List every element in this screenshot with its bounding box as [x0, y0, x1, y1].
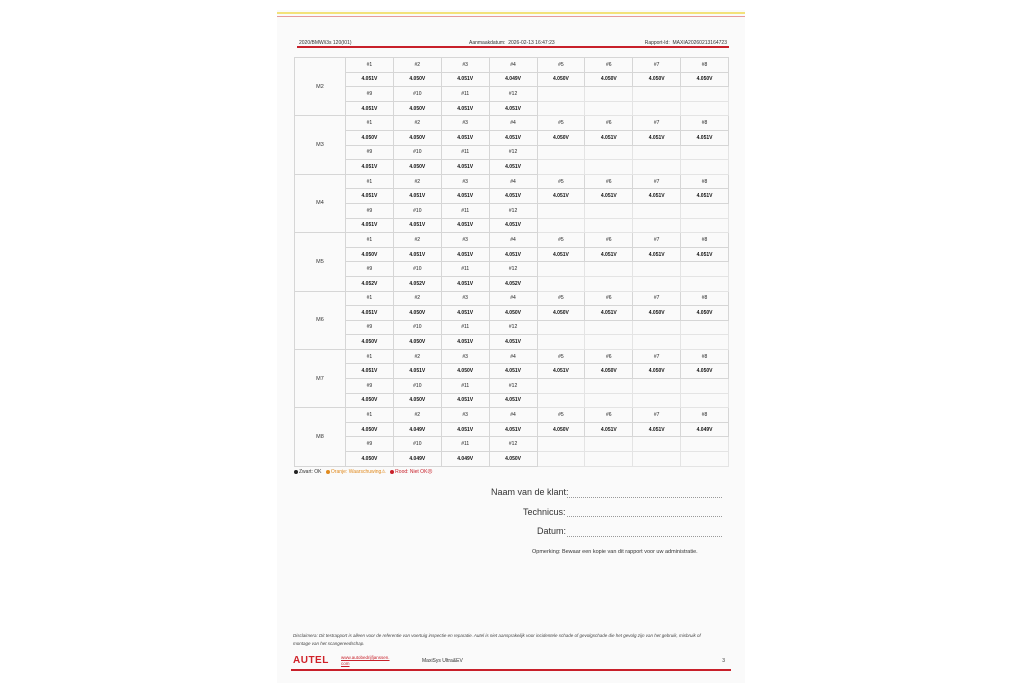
footer-model: MaxiSys Ultra&EV [422, 658, 463, 664]
empty-cell [681, 145, 729, 160]
cell-voltage: 4.051V [489, 422, 537, 437]
cell-voltage: 4.051V [489, 364, 537, 379]
cell-label: #1 [346, 58, 394, 73]
cell-label: #2 [393, 349, 441, 364]
empty-cell [537, 437, 585, 452]
cell-voltage: 4.051V [441, 160, 489, 175]
module-row [295, 408, 729, 423]
page-number: 3 [722, 658, 725, 664]
empty-cell [681, 262, 729, 277]
cell-label: #7 [633, 291, 681, 306]
module-row [295, 422, 729, 437]
cell-label: #9 [346, 87, 394, 102]
cell-voltage: 4.050V [681, 72, 729, 87]
cell-voltage: 4.051V [681, 247, 729, 262]
cell-voltage: 4.051V [441, 422, 489, 437]
empty-cell [585, 262, 633, 277]
status-legend [294, 469, 436, 475]
empty-cell [585, 218, 633, 233]
empty-cell [633, 203, 681, 218]
empty-cell [633, 393, 681, 408]
cell-voltage: 4.050V [489, 452, 537, 467]
cell-label: #2 [393, 233, 441, 248]
cell-voltage: 4.051V [585, 422, 633, 437]
cell-label: #9 [346, 379, 394, 394]
cell-voltage: 4.050V [346, 247, 394, 262]
cell-label: #11 [441, 145, 489, 160]
cell-label: #8 [681, 233, 729, 248]
cell-voltage: 4.051V [393, 364, 441, 379]
cell-voltage: 4.051V [346, 364, 394, 379]
cell-voltage: 4.050V [346, 130, 394, 145]
cell-voltage: 4.051V [633, 189, 681, 204]
empty-cell [681, 276, 729, 291]
module-label: M4 [295, 174, 346, 232]
cell-voltage: 4.051V [489, 335, 537, 350]
cell-label: #3 [441, 174, 489, 189]
cell-label: #6 [585, 174, 633, 189]
cell-voltage: 4.051V [346, 160, 394, 175]
empty-cell [537, 101, 585, 116]
cell-voltage: 4.051V [585, 306, 633, 321]
date-line [567, 536, 722, 537]
cell-voltage: 4.050V [393, 130, 441, 145]
report-page [277, 10, 745, 683]
cell-voltage: 4.051V [585, 130, 633, 145]
empty-cell [681, 87, 729, 102]
legend-warn [326, 469, 387, 475]
cell-label: #11 [441, 262, 489, 277]
cell-voltage: 4.052V [346, 276, 394, 291]
report-id-label: Rapport-Id: [644, 40, 670, 46]
cell-label: #10 [393, 87, 441, 102]
empty-cell [585, 393, 633, 408]
empty-cell [633, 160, 681, 175]
cell-label: #6 [585, 408, 633, 423]
cell-label: #8 [681, 349, 729, 364]
cell-voltage: 4.051V [489, 189, 537, 204]
cell-label: #2 [393, 408, 441, 423]
cell-voltage: 4.051V [441, 276, 489, 291]
cell-label: #10 [393, 437, 441, 452]
cell-label: #12 [489, 87, 537, 102]
cell-voltage: 4.050V [633, 72, 681, 87]
cell-label: #8 [681, 291, 729, 306]
empty-cell [585, 87, 633, 102]
cell-voltage: 4.049V [393, 452, 441, 467]
cell-label: #1 [346, 291, 394, 306]
cell-voltage: 4.051V [489, 160, 537, 175]
empty-cell [585, 145, 633, 160]
module-row [295, 145, 729, 160]
cell-voltage: 4.051V [633, 422, 681, 437]
footer-rule [291, 669, 731, 671]
top-accent-line [277, 12, 745, 14]
cell-voltage: 4.050V [537, 422, 585, 437]
cell-label: #3 [441, 349, 489, 364]
vehicle-label: 2020/BMW/i3s 120(I01) [299, 40, 352, 46]
empty-cell [633, 87, 681, 102]
module-row [295, 116, 729, 131]
cell-label: #11 [441, 437, 489, 452]
empty-cell [633, 145, 681, 160]
cell-voltage: 4.051V [537, 364, 585, 379]
cell-label: #7 [633, 349, 681, 364]
cell-label: #4 [489, 233, 537, 248]
not-ok-icon: ☹ [427, 469, 433, 475]
cell-voltage: 4.051V [393, 218, 441, 233]
cell-label: #12 [489, 262, 537, 277]
cell-voltage: 4.051V [633, 247, 681, 262]
empty-cell [585, 379, 633, 394]
cell-label: #12 [489, 320, 537, 335]
cell-voltage: 4.051V [489, 218, 537, 233]
cell-voltage: 4.051V [489, 247, 537, 262]
cell-voltage: 4.051V [441, 130, 489, 145]
cell-voltage: 4.050V [393, 160, 441, 175]
module-row [295, 393, 729, 408]
empty-cell [537, 393, 585, 408]
module-row [295, 160, 729, 175]
empty-cell [681, 101, 729, 116]
disclaimer-text: Disclaimera: Dit testrapport is alleen voor de referentie van voertuig inspectie en reparatie. Autel is niet aansprakelijk voor incidentele schade of gevolgschade die het gevolg zijn van het gebruik, misbruik of montage van het scangereedschap. [293, 633, 701, 646]
module-row [295, 87, 729, 102]
empty-cell [537, 160, 585, 175]
legend-warn-label: Oranje: Waarschuwing [330, 469, 382, 475]
empty-cell [633, 276, 681, 291]
module-row [295, 437, 729, 452]
remark-text: Opmerking: Bewaar een kopie van dit rapport voor uw administratie. [532, 549, 698, 555]
cell-voltage: 4.051V [633, 130, 681, 145]
warning-icon: ⚠ [381, 469, 386, 475]
module-row [295, 335, 729, 350]
cell-voltage: 4.050V [346, 393, 394, 408]
module-label: M7 [295, 349, 346, 407]
footer-url-line2: com [341, 661, 350, 667]
report-id-value: MAXIA20260213164723 [672, 40, 727, 46]
module-label: M8 [295, 408, 346, 466]
customer-name-line [567, 497, 722, 498]
cell-label: #9 [346, 145, 394, 160]
empty-cell [681, 379, 729, 394]
cell-voltage: 4.051V [537, 189, 585, 204]
empty-cell [633, 452, 681, 467]
module-row [295, 174, 729, 189]
module-row [295, 58, 729, 73]
empty-cell [585, 320, 633, 335]
cell-voltage: 4.051V [346, 189, 394, 204]
cell-voltage: 4.050V [393, 335, 441, 350]
cell-voltage: 4.051V [585, 189, 633, 204]
cell-label: #1 [346, 408, 394, 423]
module-row [295, 452, 729, 467]
module-row [295, 130, 729, 145]
cell-label: #2 [393, 174, 441, 189]
empty-cell [681, 393, 729, 408]
cell-voltage: 4.050V [633, 364, 681, 379]
cell-voltage: 4.050V [489, 306, 537, 321]
cell-voltage: 4.050V [681, 306, 729, 321]
empty-cell [681, 335, 729, 350]
top-accent-line-2 [277, 16, 745, 17]
cell-voltage: 4.051V [489, 101, 537, 116]
cell-label: #10 [393, 145, 441, 160]
cell-label: #6 [585, 291, 633, 306]
cell-voltage: 4.051V [441, 335, 489, 350]
cell-voltage: 4.050V [441, 364, 489, 379]
cell-label: #10 [393, 379, 441, 394]
cell-label: #5 [537, 408, 585, 423]
cell-label: #2 [393, 291, 441, 306]
empty-cell [633, 218, 681, 233]
autel-logo: AUTEL [293, 655, 329, 666]
technician-label: Technicus: [523, 507, 566, 517]
cell-label: #12 [489, 203, 537, 218]
cell-label: #8 [681, 116, 729, 131]
cell-label: #6 [585, 116, 633, 131]
empty-cell [537, 203, 585, 218]
cell-label: #9 [346, 320, 394, 335]
created-date-label: Aanmaakdatum: [469, 40, 506, 46]
empty-cell [537, 320, 585, 335]
legend-ok [294, 469, 323, 475]
empty-cell [681, 160, 729, 175]
empty-cell [585, 203, 633, 218]
cell-voltage: 4.050V [537, 130, 585, 145]
empty-cell [681, 437, 729, 452]
cell-voltage: 4.049V [393, 422, 441, 437]
cell-voltage: 4.050V [393, 72, 441, 87]
empty-cell [681, 218, 729, 233]
cell-label: #3 [441, 58, 489, 73]
module-row [295, 349, 729, 364]
cell-label: #1 [346, 349, 394, 364]
cell-voltage: 4.050V [585, 364, 633, 379]
cell-voltage: 4.051V [441, 72, 489, 87]
cell-label: #3 [441, 291, 489, 306]
module-row [295, 320, 729, 335]
cell-voltage-table [294, 57, 729, 467]
cell-label: #10 [393, 203, 441, 218]
cell-voltage: 4.049V [681, 422, 729, 437]
cell-voltage: 4.051V [489, 130, 537, 145]
empty-cell [633, 320, 681, 335]
cell-label: #3 [441, 116, 489, 131]
cell-voltage: 4.050V [537, 306, 585, 321]
cell-label: #5 [537, 233, 585, 248]
cell-label: #2 [393, 116, 441, 131]
cell-label: #12 [489, 145, 537, 160]
cell-label: #7 [633, 58, 681, 73]
empty-cell [633, 262, 681, 277]
cell-label: #5 [537, 349, 585, 364]
empty-cell [633, 101, 681, 116]
cell-label: #9 [346, 203, 394, 218]
header-rule [297, 46, 729, 48]
module-row [295, 247, 729, 262]
cell-voltage: 4.051V [681, 130, 729, 145]
module-row [295, 101, 729, 116]
cell-label: #5 [537, 58, 585, 73]
cell-label: #4 [489, 174, 537, 189]
cell-voltage: 4.051V [441, 218, 489, 233]
empty-cell [537, 218, 585, 233]
cell-label: #3 [441, 233, 489, 248]
empty-cell [681, 452, 729, 467]
cell-voltage: 4.051V [346, 306, 394, 321]
cell-label: #9 [346, 262, 394, 277]
cell-voltage: 4.050V [393, 101, 441, 116]
cell-voltage: 4.050V [537, 72, 585, 87]
cell-label: #7 [633, 408, 681, 423]
cell-label: #2 [393, 58, 441, 73]
cell-label: #1 [346, 174, 394, 189]
empty-cell [633, 437, 681, 452]
cell-label: #12 [489, 379, 537, 394]
legend-ok-label: Zwart: OK [299, 469, 322, 475]
cell-voltage: 4.051V [346, 101, 394, 116]
legend-bad-label: Rood: Niet OK [395, 469, 428, 475]
module-row [295, 233, 729, 248]
cell-voltage: 4.052V [393, 276, 441, 291]
empty-cell [585, 335, 633, 350]
cell-voltage: 4.051V [393, 247, 441, 262]
cell-label: #4 [489, 291, 537, 306]
cell-label: #9 [346, 437, 394, 452]
cell-voltage: 4.051V [346, 218, 394, 233]
cell-voltage: 4.050V [393, 393, 441, 408]
cell-label: #3 [441, 408, 489, 423]
empty-cell [585, 276, 633, 291]
cell-label: #6 [585, 58, 633, 73]
cell-label: #6 [585, 349, 633, 364]
cell-voltage: 4.051V [441, 101, 489, 116]
cell-label: #11 [441, 203, 489, 218]
module-label: M2 [295, 58, 346, 116]
cell-voltage: 4.050V [633, 306, 681, 321]
cell-label: #8 [681, 408, 729, 423]
cell-voltage: 4.050V [346, 335, 394, 350]
cell-voltage: 4.050V [346, 452, 394, 467]
cell-label: #1 [346, 116, 394, 131]
cell-voltage: 4.051V [585, 247, 633, 262]
cell-label: #11 [441, 379, 489, 394]
empty-cell [681, 203, 729, 218]
cell-voltage: 4.050V [393, 306, 441, 321]
module-label: M3 [295, 116, 346, 174]
module-row [295, 379, 729, 394]
cell-voltage: 4.052V [489, 276, 537, 291]
module-row [295, 291, 729, 306]
empty-cell [537, 276, 585, 291]
cell-voltage: 4.051V [393, 189, 441, 204]
module-row [295, 218, 729, 233]
created-date-value: 2026-02-13 16:47:23 [508, 40, 555, 46]
cell-voltage: 4.049V [441, 452, 489, 467]
cell-voltage: 4.051V [441, 247, 489, 262]
module-label: M5 [295, 233, 346, 291]
module-row [295, 364, 729, 379]
empty-cell [537, 145, 585, 160]
footer-url-line1: www.autobedrijfjanssen. [341, 655, 390, 660]
cell-label: #1 [346, 233, 394, 248]
customer-name-label: Naam van de klant: [491, 487, 569, 497]
cell-label: #8 [681, 58, 729, 73]
cell-label: #7 [633, 116, 681, 131]
cell-label: #4 [489, 349, 537, 364]
empty-cell [537, 452, 585, 467]
empty-cell [537, 87, 585, 102]
cell-voltage: 4.051V [441, 393, 489, 408]
cell-voltage: 4.051V [346, 72, 394, 87]
empty-cell [585, 437, 633, 452]
cell-voltage: 4.051V [537, 247, 585, 262]
cell-voltage: 4.050V [346, 422, 394, 437]
module-row [295, 203, 729, 218]
cell-label: #10 [393, 262, 441, 277]
cell-voltage: 4.049V [489, 72, 537, 87]
legend-ok-dot [294, 470, 298, 474]
cell-label: #12 [489, 437, 537, 452]
legend-warn-dot [326, 470, 330, 474]
empty-cell [585, 452, 633, 467]
empty-cell [585, 101, 633, 116]
technician-line [567, 516, 722, 517]
module-row [295, 306, 729, 321]
date-label: Datum: [537, 526, 567, 536]
cell-voltage: 4.051V [441, 189, 489, 204]
empty-cell [585, 160, 633, 175]
empty-cell [633, 379, 681, 394]
cell-label: #4 [489, 408, 537, 423]
cell-label: #7 [633, 174, 681, 189]
cell-label: #5 [537, 116, 585, 131]
footer-url[interactable] [341, 655, 390, 667]
cell-label: #4 [489, 116, 537, 131]
cell-voltage: 4.051V [681, 189, 729, 204]
cell-label: #8 [681, 174, 729, 189]
empty-cell [633, 335, 681, 350]
cell-label: #5 [537, 174, 585, 189]
cell-voltage: 4.050V [681, 364, 729, 379]
cell-voltage: 4.051V [441, 306, 489, 321]
module-row [295, 276, 729, 291]
module-label: M6 [295, 291, 346, 349]
cell-label: #6 [585, 233, 633, 248]
cell-label: #10 [393, 320, 441, 335]
cell-label: #5 [537, 291, 585, 306]
module-row [295, 72, 729, 87]
empty-cell [537, 262, 585, 277]
cell-voltage: 4.051V [489, 393, 537, 408]
empty-cell [537, 379, 585, 394]
cell-label: #11 [441, 320, 489, 335]
cell-label: #7 [633, 233, 681, 248]
legend-bad-dot [390, 470, 394, 474]
module-row [295, 262, 729, 277]
cell-voltage: 4.050V [585, 72, 633, 87]
cell-label: #4 [489, 58, 537, 73]
cell-label: #11 [441, 87, 489, 102]
empty-cell [681, 320, 729, 335]
module-row [295, 189, 729, 204]
legend-bad [390, 469, 432, 475]
empty-cell [537, 335, 585, 350]
